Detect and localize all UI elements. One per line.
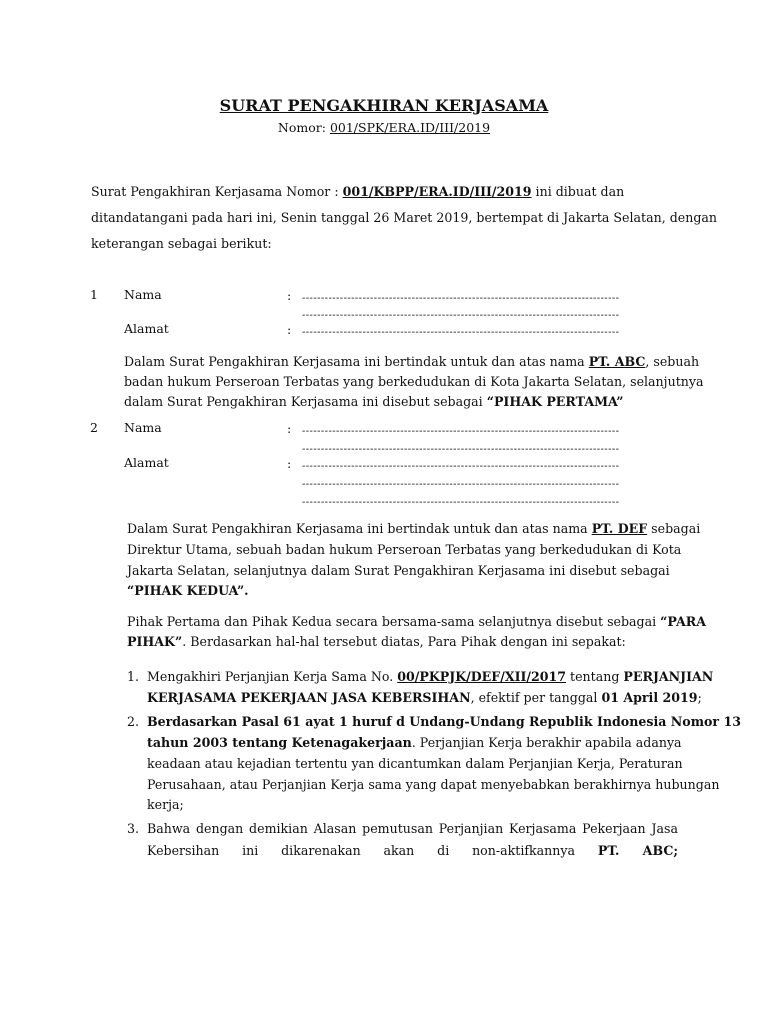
party-1-para-line-3 bbox=[124, 394, 624, 409]
list-item-bold: PT. ABC; bbox=[597, 843, 678, 858]
party-2-alamat-label: Alamat bbox=[124, 455, 169, 470]
list-item-2-line-5: kerja; bbox=[147, 797, 184, 812]
party-2-text: sebagai bbox=[647, 521, 701, 536]
party-2-nama-colon: : bbox=[287, 421, 292, 436]
effective-date: 01 April 2019 bbox=[601, 690, 698, 705]
party-2-alamat-blank-2: ------------------------------------------------------------------------------------ bbox=[302, 479, 620, 490]
party-2-alamat-colon: : bbox=[287, 456, 292, 471]
agreement-reference: 00/PKPJK/DEF/XII/2017 bbox=[397, 669, 567, 684]
list-item-text: ; bbox=[697, 690, 702, 705]
party-2-alamat-blank-3: ------------------------------------------------------------------------------------ bbox=[302, 497, 620, 508]
party-1-company: PT. ABC bbox=[588, 354, 646, 369]
list-item-bold: KERJASAMA PEKERJAAN JASA KEBERSIHAN bbox=[147, 690, 471, 705]
party-2-para-line-2: Direktur Utama, sebuah badan hukum Perseroan Terbatas yang berkedudukan di Kota bbox=[127, 542, 682, 557]
list-item-bold: PERJANJIAN bbox=[623, 669, 714, 684]
party-1-alamat-colon: : bbox=[287, 322, 292, 337]
para-pihak-text: . Berdasarkan hal-hal tersebut diatas, Para Pihak dengan ini sepakat: bbox=[182, 634, 626, 649]
para-pihak-line-1 bbox=[127, 614, 706, 629]
letter-number-value: 001/SPK/ERA.ID/III/2019 bbox=[329, 120, 491, 135]
list-item-2-line-3: keadaan atau kejadian tertentu yan dicantumkan dalam Perjanjian Kerja, Peraturan bbox=[147, 756, 683, 771]
party-1-alamat-blank: ------------------------------------------------------------------------------------ bbox=[302, 327, 620, 338]
party-1-para-line-2: badan hukum Perseroan Terbatas yang berkedudukan di Kota Jakarta Selatan, selanjutnya bbox=[124, 374, 704, 389]
party-1-nama-blank-2: ------------------------------------------------------------------------------------ bbox=[302, 310, 620, 321]
list-item-1-number: 1. bbox=[127, 669, 140, 684]
intro-text: Surat Pengakhiran Kerjasama Nomor : bbox=[91, 184, 343, 199]
party-2-text: Dalam Surat Pengakhiran Kerjasama ini bertindak untuk dan atas nama bbox=[127, 521, 592, 536]
pihak-pertama-label: “PIHAK PERTAMA” bbox=[486, 394, 624, 409]
party-2-company: PT. DEF bbox=[591, 521, 648, 536]
party-1-alamat-label: Alamat bbox=[124, 321, 169, 336]
list-item-text: tentang bbox=[566, 669, 624, 684]
list-item-text: Mengakhiri Perjanjian Kerja Sama No. bbox=[147, 669, 398, 684]
list-item-2-line-4: Perusahaan, atau Perjanjian Kerja sama yang dapat menyebabkan berakhirnya hubungan bbox=[147, 777, 720, 792]
party-2-nama-label: Nama bbox=[124, 420, 162, 435]
party-2-para-line-1 bbox=[127, 521, 701, 536]
party-1-nama-label: Nama bbox=[124, 287, 162, 302]
party-2-nama-blank: ------------------------------------------------------------------------------------ bbox=[302, 426, 620, 437]
intro-agreement-number: 001/KBPP/ERA.ID/III/2019 bbox=[342, 184, 532, 199]
party-2-para-line-3: Jakarta Selatan, selanjutnya dalam Surat Pengakhiran Kerjasama ini disebut sebagai bbox=[127, 563, 670, 578]
intro-line-2: ditandatangani pada hari ini, Senin tanggal 26 Maret 2019, bertempat di Jakarta Selatan, dengan bbox=[91, 210, 718, 225]
party-2-number: 2 bbox=[90, 420, 98, 435]
para-pihak-text: Pihak Pertama dan Pihak Kedua secara bersama-sama selanjutnya disebut sebagai bbox=[127, 614, 661, 629]
para-pihak-line-2 bbox=[127, 634, 626, 649]
list-item-1-line-2 bbox=[147, 690, 702, 705]
party-1-text: , sebuah bbox=[645, 354, 700, 369]
party-2-alamat-blank: ------------------------------------------------------------------------------------ bbox=[302, 461, 620, 472]
party-1-text: dalam Surat Pengakhiran Kerjasama ini disebut sebagai bbox=[124, 394, 487, 409]
list-item-2-line-2 bbox=[147, 735, 682, 750]
pihak-kedua-label: “PIHAK KEDUA”. bbox=[127, 583, 249, 598]
intro-line-3: keterangan sebagai berikut: bbox=[91, 236, 272, 251]
letter-number bbox=[0, 120, 768, 135]
party-1-para-line-1 bbox=[124, 354, 700, 369]
party-1-nama-blank: ------------------------------------------------------------------------------------ bbox=[302, 293, 620, 304]
list-item-text: , efektif per tanggal bbox=[470, 690, 602, 705]
party-1-nama-colon: : bbox=[287, 288, 292, 303]
intro-text: ini dibuat dan bbox=[531, 184, 625, 199]
party-1-number: 1 bbox=[90, 287, 98, 302]
list-item-3-line-1: Bahwa dengan demikian Alasan pemutusan Perjanjian Kerjasama Pekerjaan Jasa bbox=[147, 821, 678, 836]
list-item-text: Kebersihan ini dikarenakan akan di non-aktifkannya bbox=[147, 843, 598, 858]
para-pihak-bold: “PARA bbox=[660, 614, 706, 629]
intro-line-1 bbox=[91, 184, 624, 199]
list-item-text: . Perjanjian Kerja berakhir apabila adanya bbox=[411, 735, 682, 750]
list-item-1-line-1 bbox=[147, 669, 714, 684]
list-item-bold: tahun 2003 tentang Ketenagakerjaan bbox=[147, 735, 412, 750]
letter-number-label: Nomor: bbox=[277, 120, 330, 135]
letter-title: SURAT PENGAKHIRAN KERJASAMA bbox=[219, 96, 549, 115]
list-item-2-number: 2. bbox=[127, 714, 140, 729]
list-item-2-line-1: Berdasarkan Pasal 61 ayat 1 huruf d Undang-Undang Republik Indonesia Nomor 13 bbox=[147, 714, 741, 729]
party-2-para-line-4 bbox=[127, 583, 249, 598]
party-1-text: Dalam Surat Pengakhiran Kerjasama ini bertindak untuk dan atas nama bbox=[124, 354, 589, 369]
list-item-3-line-2 bbox=[147, 843, 678, 858]
para-pihak-bold: PIHAK” bbox=[127, 634, 183, 649]
party-2-nama-blank-2: ------------------------------------------------------------------------------------ bbox=[302, 444, 620, 455]
list-item-3-number: 3. bbox=[127, 821, 140, 836]
